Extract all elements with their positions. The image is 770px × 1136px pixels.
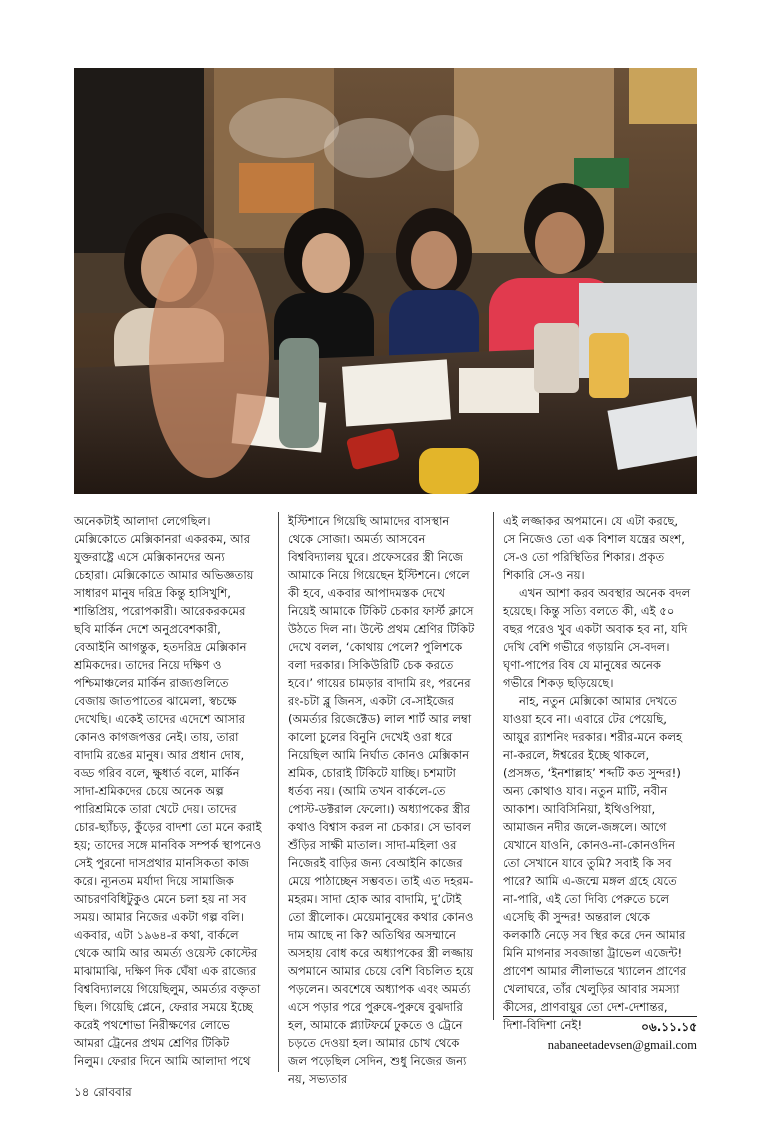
author-email: nabaneetadevsen@gmail.com xyxy=(547,1038,697,1052)
article-paragraph: নাহ, নতুন মেক্সিকো আমার দেখতে যাওয়া হবে না। এবারে টের পেয়েছি, আয়ুর র‌্যাশনিং দরকার। শরীর-মনে কলহ না-করলে, ঈশ্বরের ইচ্ছে থাকলে, (প্রসঙ্গত, ‘ইনশাল্লাহ’ শব্দটি কত সুন্দর!) অন্য কোথাও যাব। নতুন মাটি, নবীন আকাশ। আবিসিনিয়া, ইথিওপিয়া, আমাজন নদীর জলে-জঙ্গলে। আগে যেখানে যাওনি, কোনও-না-কোনওদিন তো সেখানে যাবে তুমি? সবাই কি সব পারে? আমি এ-জন্মে মঙ্গল গ্রহে যেতে না-পারি, এই তো দিব্যি পেরুতে চলে এসেছি কী সুন্দর! অন্তরাল থেকে কলকাঠি নেড়ে সব স্থির করে দেন আমার মিনি মাগনার সবজান্তা ট্রাভেল এজেন্ট! প্রাণেশ আমার লীলাভরে খ্যালেন প্রাণের খেলাঘরে, তাঁর খেলুড়ির আবার সমস্যা কীসের, প্রাণবায়ুর তো দেশ-দেশান্তর, দিশা-বিদিশা নেই! xyxy=(503,694,687,1032)
article-photo xyxy=(74,68,697,494)
cafe-photo-illustration xyxy=(74,68,697,494)
page-footer: ১৪ রোববার xyxy=(74,1085,132,1099)
article-paragraph: অনেকটাই আলাদা লেগেছিল। মেক্সিকোতে মেক্সিকানরা একরকম, আর যুক্তরাষ্ট্রে এসে মেক্সিকানদের অন্য চেহারা। মেক্সিকোতে আমার অভিজ্ঞতায় সাধারণ মানুষ দরিদ্র কিন্তু হাসিখুশি, শান্তিপ্রিয়, পরোপকারী। আরেকরকমের ছবি মার্কিন দেশে অনুপ্রবেশকারী, বেআইনি আগন্তুক, হতদরিদ্র মেক্সিকান শ্রমিকদের। তাদের নিয়ে দক্ষিণ ও পশ্চিমাঞ্চলের মার্কিন রাজ্যগুলিতে বেজায় জাতপাতের ঝামেলা, স্বচক্ষে দেখেছি। একেই তাদের এদেশে আসার কোনও কাগজপত্তর নেই। তায়, তারা বাদামি রঙের মানুষ। আর প্রধান দোষ, বড্ড গরিব বলে, ক্ষুধার্ত বলে, মার্কিন সাদা-শ্রমিকদের চেয়ে অনেক অল্প পারিশ্রমিকে তারা খেটে দেয়। তাদের চোর-ছ্যাঁচড়, কুঁড়ের বাদশা তো মনে করাই হয়; তাদের সঙ্গে মানবিক সম্পর্ক স্থাপনেও সেই পুরনো দাসপ্রথার মানসিকতা কাজ করে। ন্যূনতম মর্যাদা দিয়ে সামাজিক আচরণবিধিটুকুও মেনে চলা হয় না সব সময়। আমার নিজের একটা গল্প বলি। একবার, এটা ১৯৬৪-র কথা, বার্কলে থেকে আমি আর অমর্ত্য ওয়েস্ট কোস্টের মাঝামাঝি, দক্ষিণ দিক ঘেঁষা এক রাজ্যের বিশ্ববিদ্যালয়ে গিয়েছিলুম, অমর্ত্যর বক্তৃতা ছিল। গিয়েছি প্লেনে, ফেরার সময়ে ইচ্ছে করেই পথশোভা নিরীক্ষণের লোভে আমরা ট্রেনের প্রথম শ্রেণির টিকিট নিলুম। ফেরার দিনে আমি আলাদা পথে xyxy=(74,514,262,1068)
article-paragraph: এই লজ্জাকর অপমানে। যে এটা করছে, সে নিজেও তো এক বিশাল যন্ত্রের অংশ, সে-ও তো পরিস্থিতির শিকার। প্রকৃত শিকারি সে-ও নয়। xyxy=(503,514,685,582)
article-column-3 xyxy=(503,512,691,1034)
article-paragraph: ইস্টিশানে গিয়েছি আমাদের বাসস্থান থেকে সোজা। অমর্ত্য আসবেন বিশ্ববিদ্যালয় ঘুরে। প্রফেসরের স্ত্রী নিজে আমাকে নিয়ে গিয়েছেন ইস্টিশনে। গেলে কী হবে, একবার আপাদমস্তক দেখে নিয়েই আমাকে টিকিট চেকার ফার্স্ট ক্লাসে উঠতে দিল না। উল্টে প্রথম শ্রেণির টিকিট দেখে বলল, ‘কোথায় পেলে? পুলিশকে বলা দরকার। সিকিউরিটি চেক করতে হবে।’ গায়ের চামড়ার বাদামি রং, পরনের রং-চটা ব্লু জিনস, একটা বে-সাইজের (অমর্ত্যর রিজেক্টেড) লাল শার্ট আর লম্বা কালো চুলের বিনুনি দেখেই ওরা ধরে নিয়েছিল আমি নির্ঘাত কোনও মেক্সিকান শ্রমিক, চোরাই টিকিটে যাচ্ছি। চশমাটা ধর্তব্য নয়। (আমি তখন বার্কলে-তে পোস্ট-ডক্টরাল ফেলো।) অধ্যাপকের স্ত্রীর কথাও বিশ্বাস করল না চেকার। সে ভাবল শুঁড়ির সাক্ষী মাতাল। সাদা-মহিলা ওর নিজেরই বাড়ির জন্য বেআইনি কাজের মেয়ে পাঠাচ্ছেন সম্ভবত। তাই এত দহরম-মহরম। সাদা হোক আর বাদামি, দু’টোই তো স্ত্রীলোক। মেয়েমানুষের কথার কোনও দাম আছে না কি? অতিথির অসম্মানে অসহায় বোধ করে অধ্যাপকের স্ত্রী লজ্জায় অপমানে আমার চেয়ে বেশি বিচলিত হয়ে পড়লেন। অবশেষে অধ্যাপক এবং অমর্ত্য এসে পড়ার পরে পুরুষে-পুরুষে বুঝদারি হল, আমাকে প্ল্যাটফর্মে ঢুকতে ও ট্রেনে চড়তে দেওয়া হল। আমার চোখ থেকে জল পড়েছিল সেদিন, শুধু নিজের জন্য নয়, সভ্যতার xyxy=(288,514,475,1086)
article-paragraph: এখন আশা করব অবস্থার অনেক বদল হয়েছে। কিন্তু সত্যি বলতে কী, এই ৫০ বছর পরেও খুব একটা অবাক হব না, যদি দেখি বেশি গভীরে গড়ায়নি সে-বদল। ঘৃণা-পাপের বিষ যে মানুষের অনেক গভীরে শিকড় ছড়িয়েছে। xyxy=(503,586,691,690)
article-column-2 xyxy=(288,512,476,1088)
column-divider xyxy=(493,512,494,1020)
article-column-1 xyxy=(74,512,262,1070)
signature-divider xyxy=(503,1016,697,1017)
article-date: ০৬.১১.১৫ xyxy=(641,1020,697,1034)
column-divider xyxy=(278,512,279,1072)
